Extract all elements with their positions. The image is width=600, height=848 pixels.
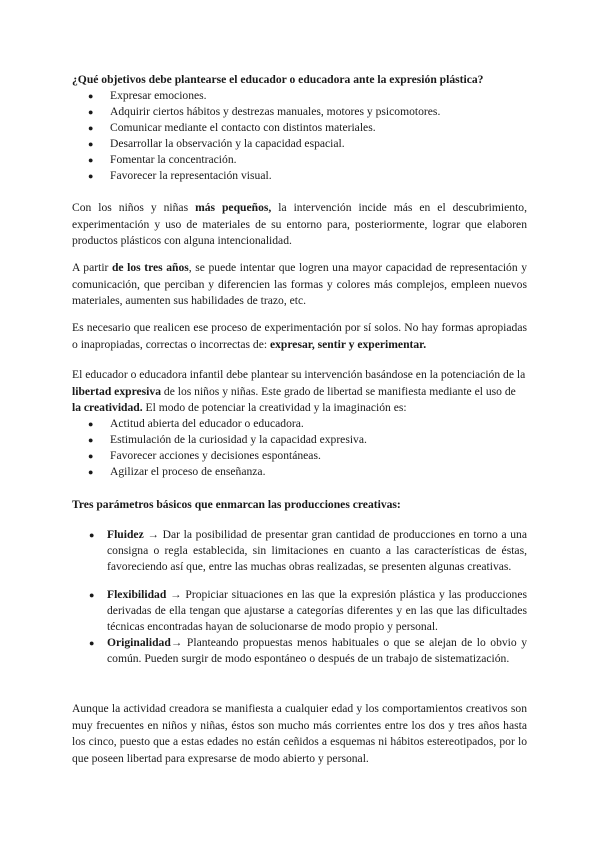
paragraph-creative-activity: Aunque la actividad creadora se manifiesta a cualquier edad y los comportamientos creativos son muy frecuentes en niños y niñas, éstos son mucho más corrientes entre los dos y tres años hasta los cinco, puesto que a estas edades no están ceñidos a esquemas ni hábitos estereotipados, por lo que poseen libertad para expresarse de modo abierto y personal. [72,702,527,765]
bullet-icon: ● [89,590,95,600]
list-item: ● Desarrollar la observación y la capacidad espacial. [88,137,345,150]
bullet-icon: ● [88,139,94,149]
creativity-list [72,416,527,480]
list-item: ● Favorecer acciones y decisiones espontáneas. [88,449,321,462]
list-item: ● Actitud abierta del educador o educadora. [88,417,304,430]
paragraph-youngest: Con los niños y niñas más pequeños, la intervención incide más en el descubrimiento, experimentación y uso de materiales de su entorno para, posteriormente, lograr que elaboren productos plásticos con alguna intencionalidad. [72,201,527,247]
list-item: ● Expresar emociones. [88,89,207,102]
list-item: ● Agilizar el proceso de enseñanza. [88,465,266,478]
bullet-icon: ● [88,107,94,117]
list-item: ● Favorecer la representación visual. [88,169,272,182]
paragraph-creativity: El educador o educadora infantil debe plantear su intervención basándose en la potenciación de la libertad expresiva de los niños y niñas. Este grado de libertad se manifiesta mediante el uso de la creatividad. El modo de potenciar la creatividad y la imaginación es: [72,368,526,414]
bullet-icon: ● [88,155,94,165]
section-heading-objectives: ¿Qué objetivos debe plantearse el educador o educadora ante la expresión plástica? [72,73,484,86]
bullet-icon: ● [88,435,94,445]
bullet-icon: ● [88,467,94,477]
list-item: ● Adquirir ciertos hábitos y destrezas manuales, motores y psicomotores. [88,105,441,118]
bullet-icon: ● [88,451,94,461]
list-item: ● Flexibilidad → Propiciar situaciones en las que la expresión plástica y las producciones derivadas de ella tengan que ajustarse a categorías diferentes y en las que las dificultades técnicas encontradas hayan de solucionarse de modo propio y personal. [89,588,528,633]
list-item: ● Originalidad→ Planteando propuestas menos habituales o que se alejan de lo obvio y común. Pueden surgir de modo espontáneo o después de un trabajo de sistematización. [89,636,527,665]
list-item: ● Fluidez → Dar la posibilidad de presentar gran cantidad de producciones en torno a una consigna o regla establecida, sin limitaciones en cuanto a las características de éstas, favoreciendo así que, entre las muchas obras realizadas, se presenten algunas creativas. [89,528,527,573]
paragraph-three-years: A partir de los tres años, se puede intentar que logren una mayor capacidad de representación y comunicación, que perciban y diferencien las formas y colores más complejos, empleen nuevos materiales, aumenten sus habilidades de trazo, etc. [72,261,528,307]
bullet-icon: ● [88,123,94,133]
bullet-icon: ● [89,530,95,540]
bullet-icon: ● [88,419,94,429]
list-item: ● Comunicar mediante el contacto con distintos materiales. [88,121,376,134]
section-heading-parameters: Tres parámetros básicos que enmarcan las producciones creativas: [72,498,401,511]
parameters-list [72,527,527,667]
objectives-list [72,88,527,184]
paragraph-experimentation: Es necesario que realicen ese proceso de experimentación por sí solos. No hay formas apropiadas o inapropiadas, correctas o incorrectas de: expresar, sentir y experimentar. [72,321,527,351]
bullet-icon: ● [88,171,94,181]
list-item: ● Estimulación de la curiosidad y la capacidad expresiva. [88,433,367,446]
bullet-icon: ● [88,91,94,101]
list-item: ● Fomentar la concentración. [88,153,237,166]
bullet-icon: ● [89,638,95,648]
